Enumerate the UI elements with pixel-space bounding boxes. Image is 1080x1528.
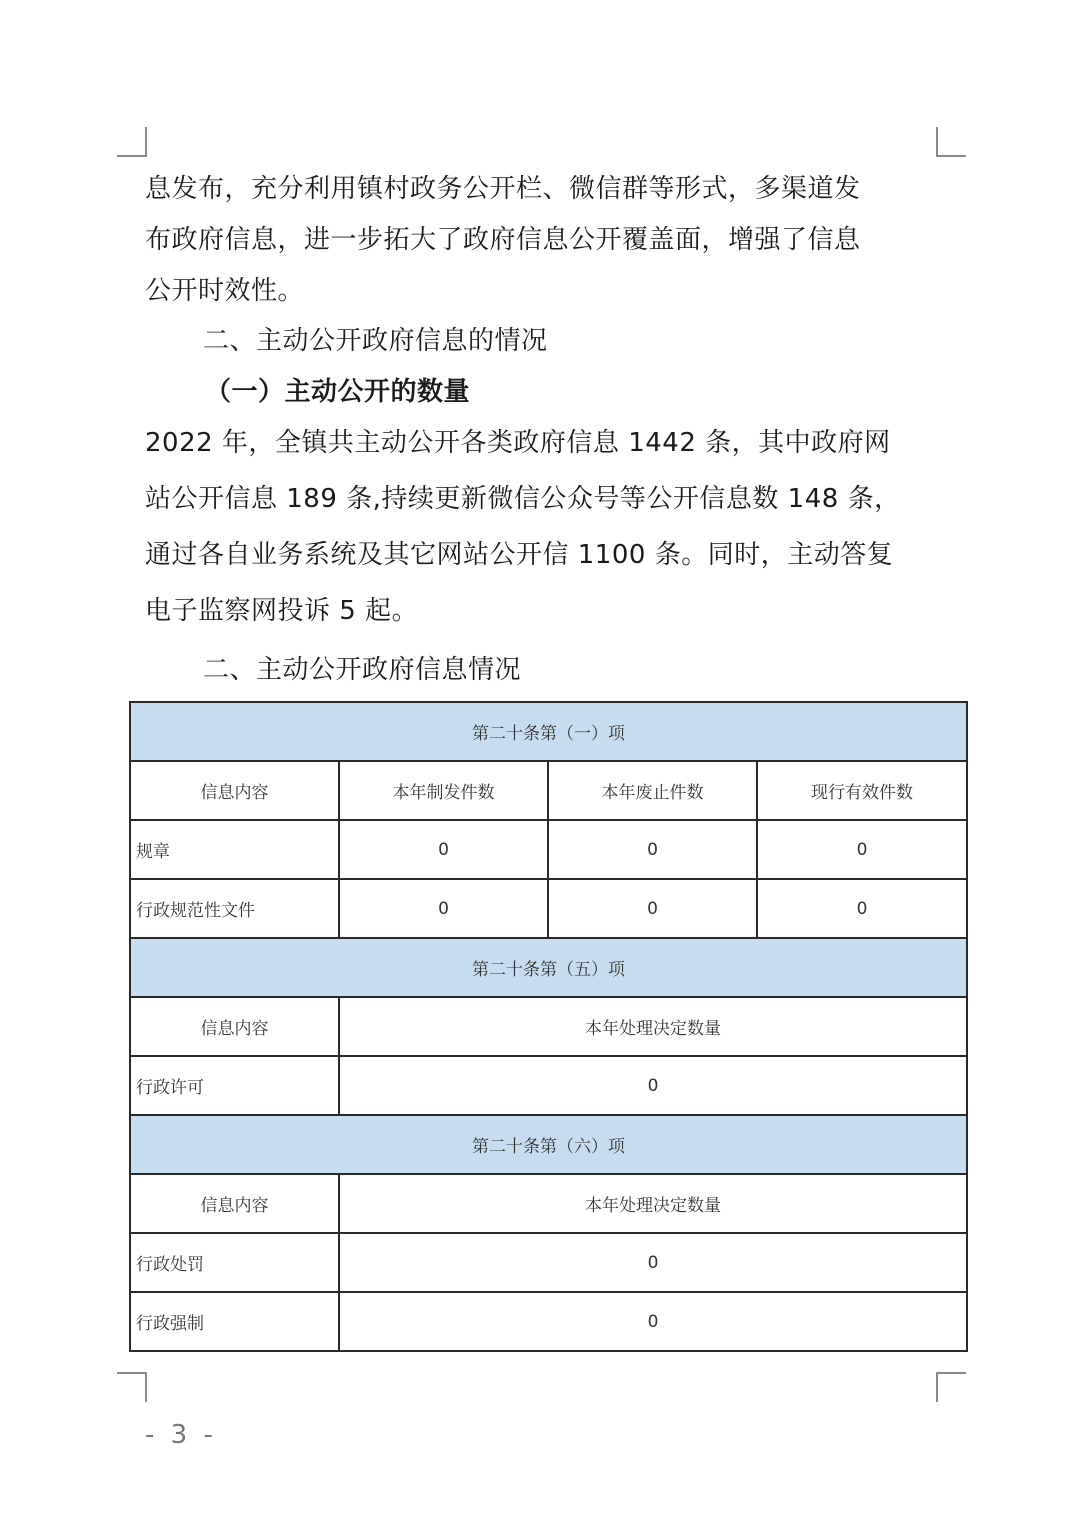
paragraph2-line2: 站公开信息 189 条,持续更新微信公众号等公开信息数 148 条， — [145, 484, 901, 514]
row-label: 行政许可 — [130, 1056, 339, 1115]
table-heading: 二、主动公开政府信息情况 — [203, 655, 522, 685]
section-title: 第二十条第（一）项 — [130, 702, 967, 761]
section-heading: 二、主动公开政府信息的情况 — [203, 326, 548, 356]
row-label: 规章 — [130, 820, 339, 879]
paragraph2-line3: 通过各自业务系统及其它网站公开信 1100 条。同时，主动答复 — [145, 540, 894, 570]
row-label: 行政强制 — [130, 1292, 339, 1351]
cell-value: 0 — [339, 879, 548, 938]
section-header-row — [130, 702, 967, 761]
row-label: 行政处罚 — [130, 1233, 339, 1292]
table-row — [130, 820, 967, 879]
paragraph1-line2: 布政府信息，进一步拓大了政府信息公开覆盖面，增强了信息 — [145, 225, 861, 255]
table-row — [130, 1056, 967, 1115]
paragraph1-line3: 公开时效性。 — [145, 276, 305, 306]
column-header: 信息内容 — [130, 1174, 339, 1233]
column-header: 信息内容 — [130, 997, 339, 1056]
crop-mark-top-left — [117, 127, 147, 157]
cell-value: 0 — [339, 1292, 967, 1351]
cell-value: 0 — [339, 1056, 967, 1115]
crop-mark-top-right — [936, 127, 966, 157]
column-header: 本年处理决定数量 — [339, 997, 967, 1056]
table-row — [130, 879, 967, 938]
paragraph1-line1: 息发布，充分利用镇村政务公开栏、微信群等形式，多渠道发 — [145, 174, 861, 204]
section-title: 第二十条第（五）项 — [130, 938, 967, 997]
cell-value: 0 — [548, 879, 757, 938]
paragraph2-line1: 2022 年，全镇共主动公开各类政府信息 1442 条，其中政府网 — [145, 428, 891, 458]
column-header: 现行有效件数 — [757, 761, 967, 820]
paragraph2-line4: 电子监察网投诉 5 起。 — [145, 596, 419, 626]
column-header: 本年处理决定数量 — [339, 1174, 967, 1233]
column-header-row — [130, 1174, 967, 1233]
cell-value: 0 — [339, 820, 548, 879]
page-number: - 3 - — [145, 1420, 217, 1450]
table-row — [130, 1233, 967, 1292]
section-title: 第二十条第（六）项 — [130, 1115, 967, 1174]
column-header: 本年制发件数 — [339, 761, 548, 820]
column-header: 信息内容 — [130, 761, 339, 820]
crop-mark-bottom-right — [936, 1372, 966, 1402]
subsection-heading: （一）主动公开的数量 — [205, 377, 471, 407]
crop-mark-bottom-left — [117, 1372, 147, 1402]
section-header-row — [130, 938, 967, 997]
section-header-row — [130, 1115, 967, 1174]
cell-value: 0 — [757, 820, 967, 879]
column-header: 本年废止件数 — [548, 761, 757, 820]
info-disclosure-table — [129, 701, 968, 1352]
cell-value: 0 — [757, 879, 967, 938]
row-label: 行政规范性文件 — [130, 879, 339, 938]
column-header-row — [130, 761, 967, 820]
table-row — [130, 1292, 967, 1351]
cell-value: 0 — [339, 1233, 967, 1292]
column-header-row — [130, 997, 967, 1056]
cell-value: 0 — [548, 820, 757, 879]
